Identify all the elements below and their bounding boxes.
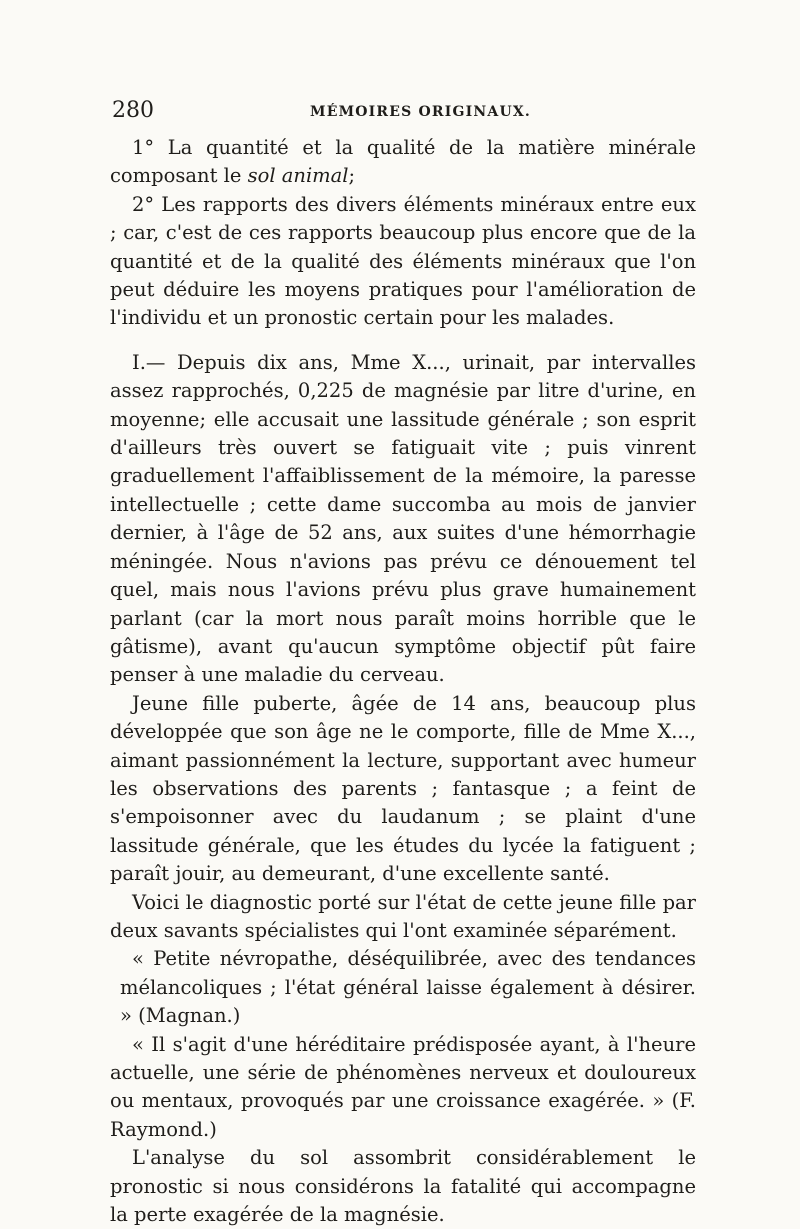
- paragraph-1-italic: sol animal: [247, 164, 349, 188]
- body-text: [110, 134, 696, 1229]
- quote-magnan: « Petite névropathe, déséquilibrée, avec des tendances mélancoliques ; l'état général laisse également à désirer. » (Magnan.): [120, 947, 696, 1028]
- paragraph-8: L'analyse du sol assombrit considérablement le pronostic si nous considérons la fatalité qui accompagne la perte exagérée de la magnésie.: [110, 1146, 696, 1227]
- paragraph-2: 2° Les rapports des divers éléments minéraux entre eux ; car, c'est de ces rapports beaucoup plus encore que de la quantité et de la qualité des éléments minéraux que l'on peut déduire les moyens pratiques pour l'amélioration de l'individu et un pronostic certain pour les malades.: [110, 192, 696, 330]
- paragraph-4: Jeune fille puberte, âgée de 14 ans, beaucoup plus développée que son âge ne le comporte, fille de Mme X..., aimant passionnément la lecture, supportant avec humeur les observations des parents ; fantasque ; a feint de s'empoisonner avec du laudanum ; se plaint d'une lassitude générale, que les études du lycée la fatiguent ; paraît jouir, au demeurant, d'une excellente santé.: [110, 691, 696, 886]
- page-number: 280: [112, 98, 154, 123]
- paragraph-5: Voici le diagnostic porté sur l'état de cette jeune fille par deux savants spécialistes qui l'ont examinée séparément.: [110, 890, 696, 942]
- paragraph-1-end: ;: [348, 164, 356, 188]
- running-title: MÉMOIRES ORIGINAUX.: [310, 104, 531, 120]
- paragraph-1: [110, 134, 696, 191]
- paragraph-1-text: 1° La quantité et la qualité de la matière minérale composant le: [110, 136, 696, 188]
- quote-raymond: « Il s'agit d'une héréditaire prédisposée ayant, à l'heure actuelle, une série de phénomènes nerveux et douloureux ou mentaux, provoqués par une croissance exagérée. » (F. Raymond.): [110, 1032, 696, 1141]
- paragraph-3: I.— Depuis dix ans, Mme X..., urinait, par intervalles assez rapprochés, 0,225 de magnésie par litre d'urine, en moyenne; elle accusait une lassitude générale ; son esprit d'ailleurs très ouvert se fatiguait vite ; puis vinrent graduellement l'affaiblissement de la mémoire, la paresse intellectuelle ; cette dame succomba au mois de janvier dernier, à l'âge de 52 ans, aux suites d'une hémorrhagie méningée. Nous n'avions pas prévu ce dénouement tel quel, mais nous l'avions prévu plus grave humainement parlant (car la mort nous paraît moins horrible que le gâtisme), avant qu'aucun symptôme objectif pût faire penser à une maladie du cerveau.: [110, 350, 696, 687]
- page-header: [112, 96, 692, 128]
